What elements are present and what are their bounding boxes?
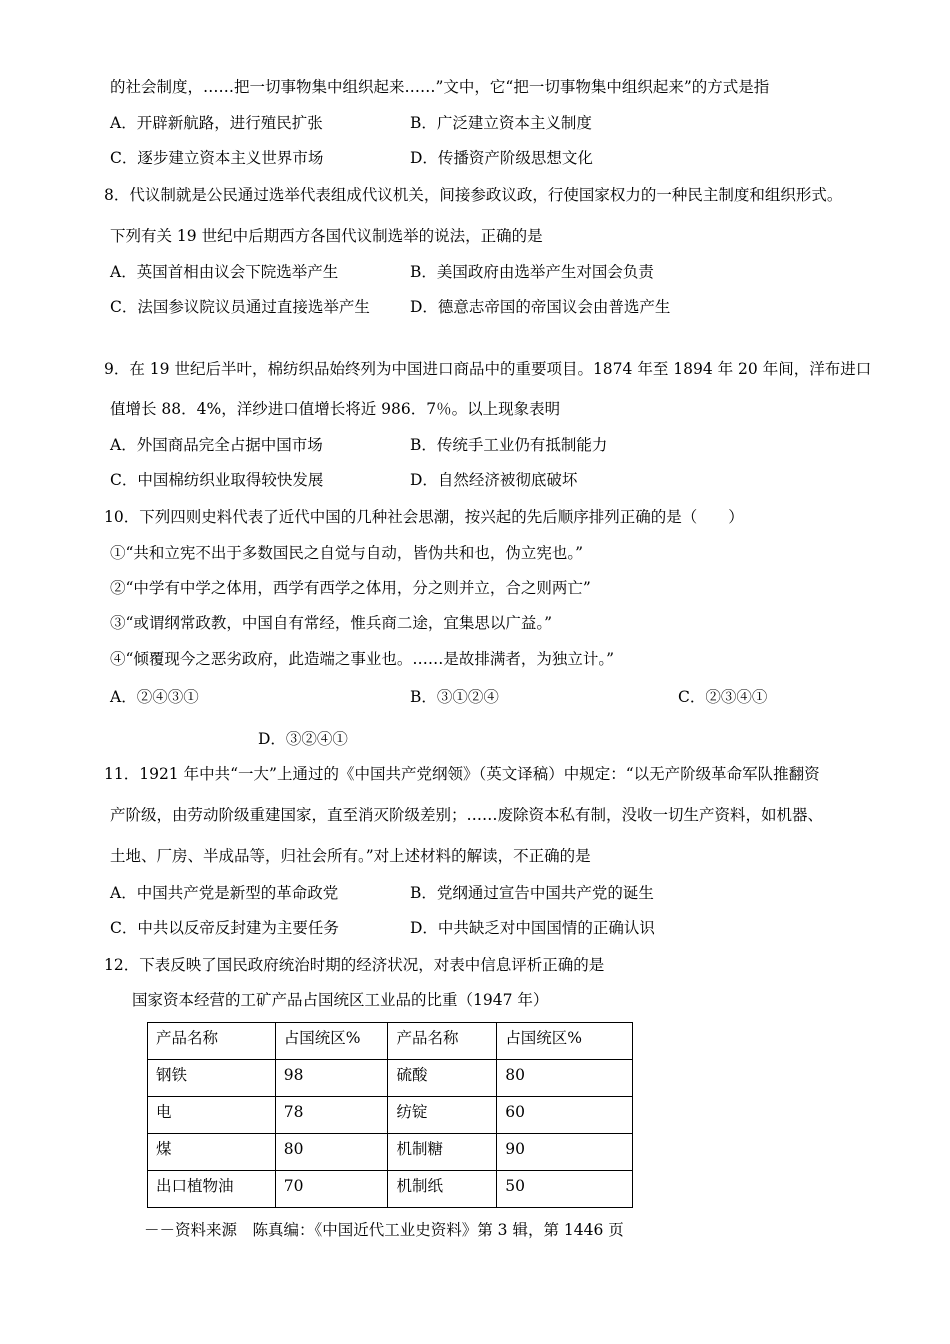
- q8-option-a: A．英国首相由议会下院选举产生: [110, 263, 339, 281]
- table-cell: 78: [275, 1097, 388, 1134]
- table-cell: 煤: [148, 1134, 276, 1171]
- q11-stem-line2: 产阶级，由劳动阶级重建国家，直至消灭阶级差别；……废除资本私有制，没收一切生产资料，如机器、: [110, 806, 824, 824]
- q7-option-b: B．广泛建立资本主义制度: [410, 114, 592, 132]
- table-cell: 出口植物油: [148, 1171, 276, 1208]
- q8-stem-line2: 下列有关 19 世纪中后期西方各国代议制选举的说法，正确的是: [110, 227, 543, 245]
- table-row: [148, 1171, 633, 1208]
- q10-stem: 10．下列四则史料代表了近代中国的几种社会思潮，按兴起的先后顺序排列正确的是（ ）: [104, 508, 744, 526]
- table-row: [148, 1060, 633, 1097]
- q10-option-d: D．③②④①: [258, 730, 348, 748]
- q8-option-c: C．法国参议院议员通过直接选举产生: [110, 298, 370, 316]
- table-cell: 机制纸: [388, 1171, 497, 1208]
- q10-option-a: A．②④③①: [110, 688, 199, 706]
- table-row: [148, 1097, 633, 1134]
- q11-option-a: A．中国共产党是新型的革命政党: [110, 884, 339, 902]
- q11-option-d: D．中共缺乏对中国国情的正确认识: [410, 919, 655, 937]
- table-cell: 80: [497, 1060, 633, 1097]
- table-row: [148, 1134, 633, 1171]
- data-table: [147, 1022, 633, 1208]
- q8-stem-line1: 8．代议制就是公民通过选举代表组成代议机关，间接参政议政，行使国家权力的一种民主制度和组织形式。: [104, 186, 843, 204]
- table-cell: 钢铁: [148, 1060, 276, 1097]
- q11-option-c: C．中共以反帝反封建为主要任务: [110, 919, 339, 937]
- table-header-cell: 产品名称: [148, 1023, 276, 1060]
- q12-stem: 12．下表反映了国民政府统治时期的经济状况，对表中信息评析正确的是: [104, 956, 605, 974]
- table-cell: 机制糖: [388, 1134, 497, 1171]
- q8-option-d: D．德意志帝国的帝国议会由普选产生: [410, 298, 671, 316]
- table-cell: 50: [497, 1171, 633, 1208]
- table-cell: 80: [275, 1134, 388, 1171]
- q11-stem-line3: 土地、厂房、半成品等，归社会所有。”对上述材料的解读，不正确的是: [110, 847, 591, 865]
- table-header-cell: 占国统区%: [275, 1023, 388, 1060]
- q10-option-c: C．②③④①: [678, 688, 768, 706]
- table-cell: 硫酸: [388, 1060, 497, 1097]
- q7-option-d: D．传播资产阶级思想文化: [410, 149, 593, 167]
- q10-item-4: ④“倾覆现今之恶劣政府，此造端之事业也。……是故排满者，为独立计。”: [110, 650, 615, 668]
- q10-option-b: B．③①②④: [410, 688, 499, 706]
- table-cell: 电: [148, 1097, 276, 1134]
- table-cell: 60: [497, 1097, 633, 1134]
- q10-item-3: ③“或谓纲常政教，中国自有常经，惟兵商二途，宜集思以广益。”: [110, 614, 553, 632]
- table-source: －－资料来源 陈真编：《中国近代工业史资料》第 3 辑，第 1446 页: [144, 1221, 624, 1239]
- table-cell: 纺锭: [388, 1097, 497, 1134]
- q9-option-c: C．中国棉纺织业取得较快发展: [110, 471, 324, 489]
- table-cell: 70: [275, 1171, 388, 1208]
- q8-option-b: B．美国政府由选举产生对国会负责: [410, 263, 654, 281]
- table-header-row: [148, 1023, 633, 1060]
- q10-item-1: ①“共和立宪不出于多数国民之自觉与自动，皆伪共和也，伪立宪也。”: [110, 544, 584, 562]
- table-cell: 90: [497, 1134, 633, 1171]
- q10-item-2: ②“中学有中学之体用，西学有西学之体用，分之则并立，合之则两亡”: [110, 579, 591, 597]
- q11-stem-line1: 11．1921 年中共“一大”上通过的《中国共产党纲领》（英文译稿）中规定：“以无产阶级革命军队推翻资: [104, 765, 820, 783]
- table-cell: 98: [275, 1060, 388, 1097]
- q9-option-b: B．传统手工业仍有抵制能力: [410, 436, 608, 454]
- table-header-cell: 占国统区%: [497, 1023, 633, 1060]
- table-title: 国家资本经营的工矿产品占国统区工业品的比重（1947 年）: [132, 991, 549, 1009]
- q9-option-d: D．自然经济被彻底破坏: [410, 471, 578, 489]
- q7-option-a: A．开辟新航路，进行殖民扩张: [110, 114, 323, 132]
- q7-option-c: C．逐步建立资本主义世界市场: [110, 149, 324, 167]
- q11-option-b: B．党纲通过宣告中国共产党的诞生: [410, 884, 654, 902]
- q9-stem-line1: 9．在 19 世纪后半叶，棉纺织品始终列为中国进口商品中的重要项目。1874 年至 1894 年 20 年间，洋布进口: [104, 360, 872, 378]
- q9-option-a: A．外国商品完全占据中国市场: [110, 436, 323, 454]
- q9-stem-line2: 值增长 88．4%，洋纱进口值增长将近 986．7％。以上现象表明: [110, 400, 561, 418]
- table-header-cell: 产品名称: [388, 1023, 497, 1060]
- q7-continuation: 的社会制度，……把一切事物集中组织起来……”文中，它“把一切事物集中组织起来”的方式是指: [110, 78, 770, 96]
